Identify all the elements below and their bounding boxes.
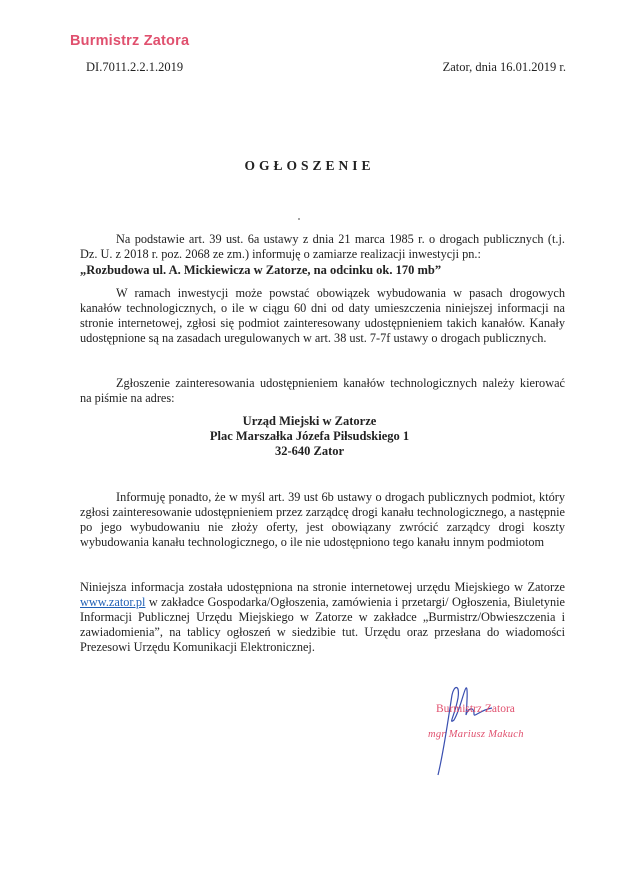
- paragraph-intro: [80, 232, 565, 262]
- project-name: „Rozbudowa ul. A. Mickiewicza w Zatorze, na odcinku ok. 170 mb”: [80, 263, 442, 277]
- signatory-name: mgr Mariusz Makuch: [428, 729, 524, 740]
- reference-number: DI.7011.2.2.1.2019: [86, 60, 184, 74]
- address-block: [0, 414, 619, 459]
- publication-text-end: w zakładce Gospodarka/Ogłoszenia, zamówienia i przetargi/ Ogłoszenia, Biuletynie Informacji Publicznej Urzędu Miejskiego w Zatorze w zakładce „Burmistrz/Obwieszczenia i zawiadomienia”, na tablicy ogłoszeń w siedzibie tut. Urzędu oraz przesłana do wiadomości Prezesowi Urzędu Komunikacji Elektronicznej.: [80, 595, 565, 654]
- paragraph-obligation: [80, 286, 565, 346]
- scan-speck: [298, 218, 300, 220]
- paragraph-additional: [80, 490, 565, 550]
- paragraph-publication: [80, 580, 565, 655]
- document-title: OGŁOSZENIE: [244, 158, 375, 173]
- signature-stamp: Burmistrz Zatora: [436, 703, 515, 715]
- address-line-1: Urząd Miejski w Zatorze: [242, 414, 377, 428]
- address-line-2: Plac Marszałka Józefa Piłsudskiego 1: [209, 429, 410, 443]
- website-link[interactable]: www.zator.pl: [80, 595, 146, 609]
- paragraph-intro-text: Na podstawie art. 39 ust. 6a ustawy z dnia 21 marca 1985 r. o drogach publicznych (t.j. Dz. U. z 2018 r. poz. 2068 ze zm.) informuję o zamiarze realizacji inwestycji pn.:: [80, 232, 565, 261]
- paragraph-submission: [80, 376, 565, 406]
- paragraph-additional-text: Informuję ponadto, że w myśl art. 39 ust 6b ustawy o drogach publicznych podmiot, który zgłosi zainteresowanie udostępnieniem przez zarządcę drogi kanału technologicznego, a następnie po jego wybudowaniu nie złoży oferty, jest obowiązany zwrócić zarządcy drogi koszty wybudowania kanału technologicznego, o ile nie udostępniono tego kanału innym podmiotom: [80, 490, 565, 549]
- paragraph-submission-text: Zgłoszenie zainteresowania udostępnieniem kanałów technologicznych należy kierować na piśmie na adres:: [80, 376, 565, 405]
- place-date: Zator, dnia 16.01.2019 r.: [442, 60, 566, 74]
- address-line-3: 32-640 Zator: [274, 444, 345, 458]
- publication-text-start: Niniejsza informacja została udostępniona na stronie internetowej urzędu Miejskiego w Zatorze: [80, 580, 565, 594]
- paragraph-obligation-text: W ramach inwestycji może powstać obowiązek wybudowania w pasach drogowych kanałów technologicznych, o ile w ciągu 60 dni od daty umieszczenia niniejszej informacji na stronie internetowej, zgłosi się podmiot zainteresowany udostępnieniem takich kanałów. Kanały udostępnione są na zasadach uregulowanych w art. 38 ust. 7-7f ustawy o drogach publicznych.: [80, 286, 565, 345]
- header-stamp: Burmistrz Zatora: [70, 33, 190, 49]
